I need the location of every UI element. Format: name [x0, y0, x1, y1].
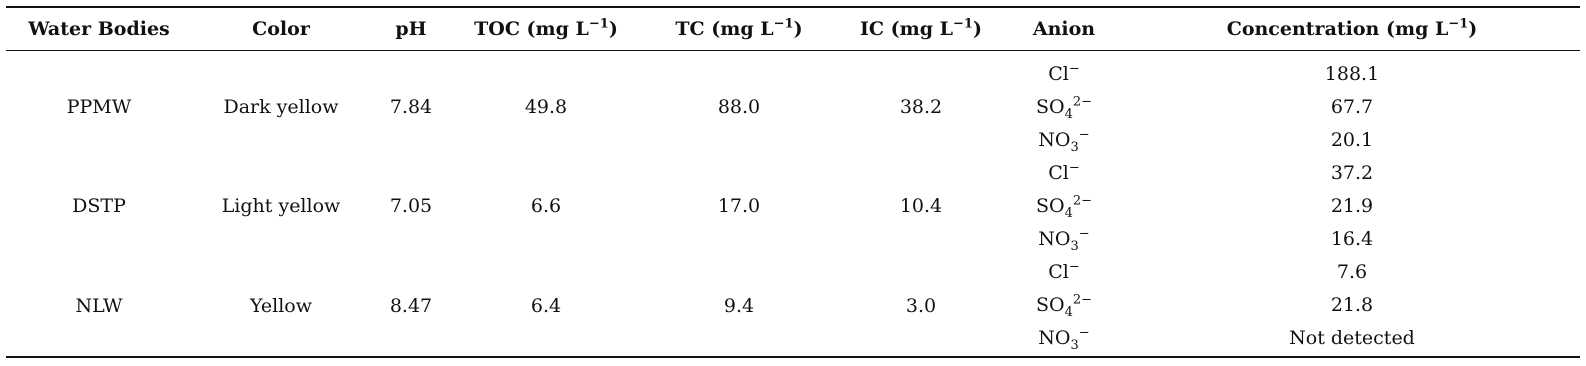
- cell-toc: 6.4: [452, 255, 640, 357]
- cell-tc: 17.0: [717, 194, 761, 217]
- cell-water-body: PPMW: [66, 95, 132, 118]
- cell-anion: $SO_4^{2-}$: [1035, 94, 1093, 122]
- cell-anion: $SO_4^{2-}$: [1035, 292, 1093, 320]
- cell-concentration: 188.1: [1324, 62, 1380, 85]
- cell-anion: $NO_3^-$: [1038, 226, 1090, 254]
- table-row: [6, 156, 1580, 189]
- cell-ph: 8.47: [370, 255, 452, 357]
- cell-anion: Cl−: [1048, 160, 1080, 184]
- cell-anion: $SO_4^{2-}$: [1035, 193, 1093, 221]
- cell-ph: 7.05: [389, 194, 433, 217]
- header-color: Color: [192, 7, 370, 51]
- cell-ic: 10.4: [899, 194, 943, 217]
- cell-color: Dark yellow: [223, 95, 339, 118]
- cell-toc: 6.6: [530, 194, 562, 217]
- cell-concentration: 67.7: [1330, 95, 1374, 118]
- water-quality-table: [6, 6, 1580, 358]
- cell-ic: 3.0: [838, 255, 1004, 357]
- cell-ic: 38.2: [899, 95, 943, 118]
- cell-concentration: 7.6: [1336, 260, 1368, 283]
- header-toc: TOC (mg $L^{-1}$): [452, 7, 640, 51]
- table-row: [6, 51, 1580, 91]
- cell-color: Yellow: [192, 255, 370, 357]
- cell-anion: Cl−: [1048, 61, 1080, 85]
- cell-anion: $NO_3^-$: [1038, 127, 1090, 155]
- cell-concentration: 21.9: [1330, 194, 1374, 217]
- cell-anion: $NO_3^-$: [1004, 321, 1124, 357]
- header-anion: Anion: [1004, 7, 1124, 51]
- header-ph: pH: [370, 7, 452, 51]
- cell-anion: Cl−: [1048, 259, 1080, 283]
- cell-concentration: 21.8: [1330, 293, 1374, 316]
- cell-concentration: Not detected: [1124, 321, 1580, 357]
- cell-color: Light yellow: [221, 194, 341, 217]
- table-body: [6, 51, 1580, 358]
- cell-ph: 7.84: [389, 95, 433, 118]
- cell-water-body: DSTP: [72, 194, 126, 217]
- cell-tc: 88.0: [717, 95, 761, 118]
- cell-toc: 49.8: [524, 95, 568, 118]
- header-tc: TC (mg $L^{-1}$): [640, 7, 838, 51]
- cell-concentration: 16.4: [1330, 227, 1374, 250]
- header-concentration: Concentration (mg $L^{-1}$): [1124, 7, 1580, 51]
- table-row: [6, 255, 1580, 288]
- cell-tc: 9.4: [640, 255, 838, 357]
- table-header: [6, 7, 1580, 51]
- cell-concentration: 37.2: [1330, 161, 1374, 184]
- header-water-bodies: Water Bodies: [6, 7, 192, 51]
- cell-concentration: 20.1: [1330, 128, 1374, 151]
- header-ic: IC (mg $L^{-1}$): [838, 7, 1004, 51]
- cell-water-body: NLW: [6, 255, 192, 357]
